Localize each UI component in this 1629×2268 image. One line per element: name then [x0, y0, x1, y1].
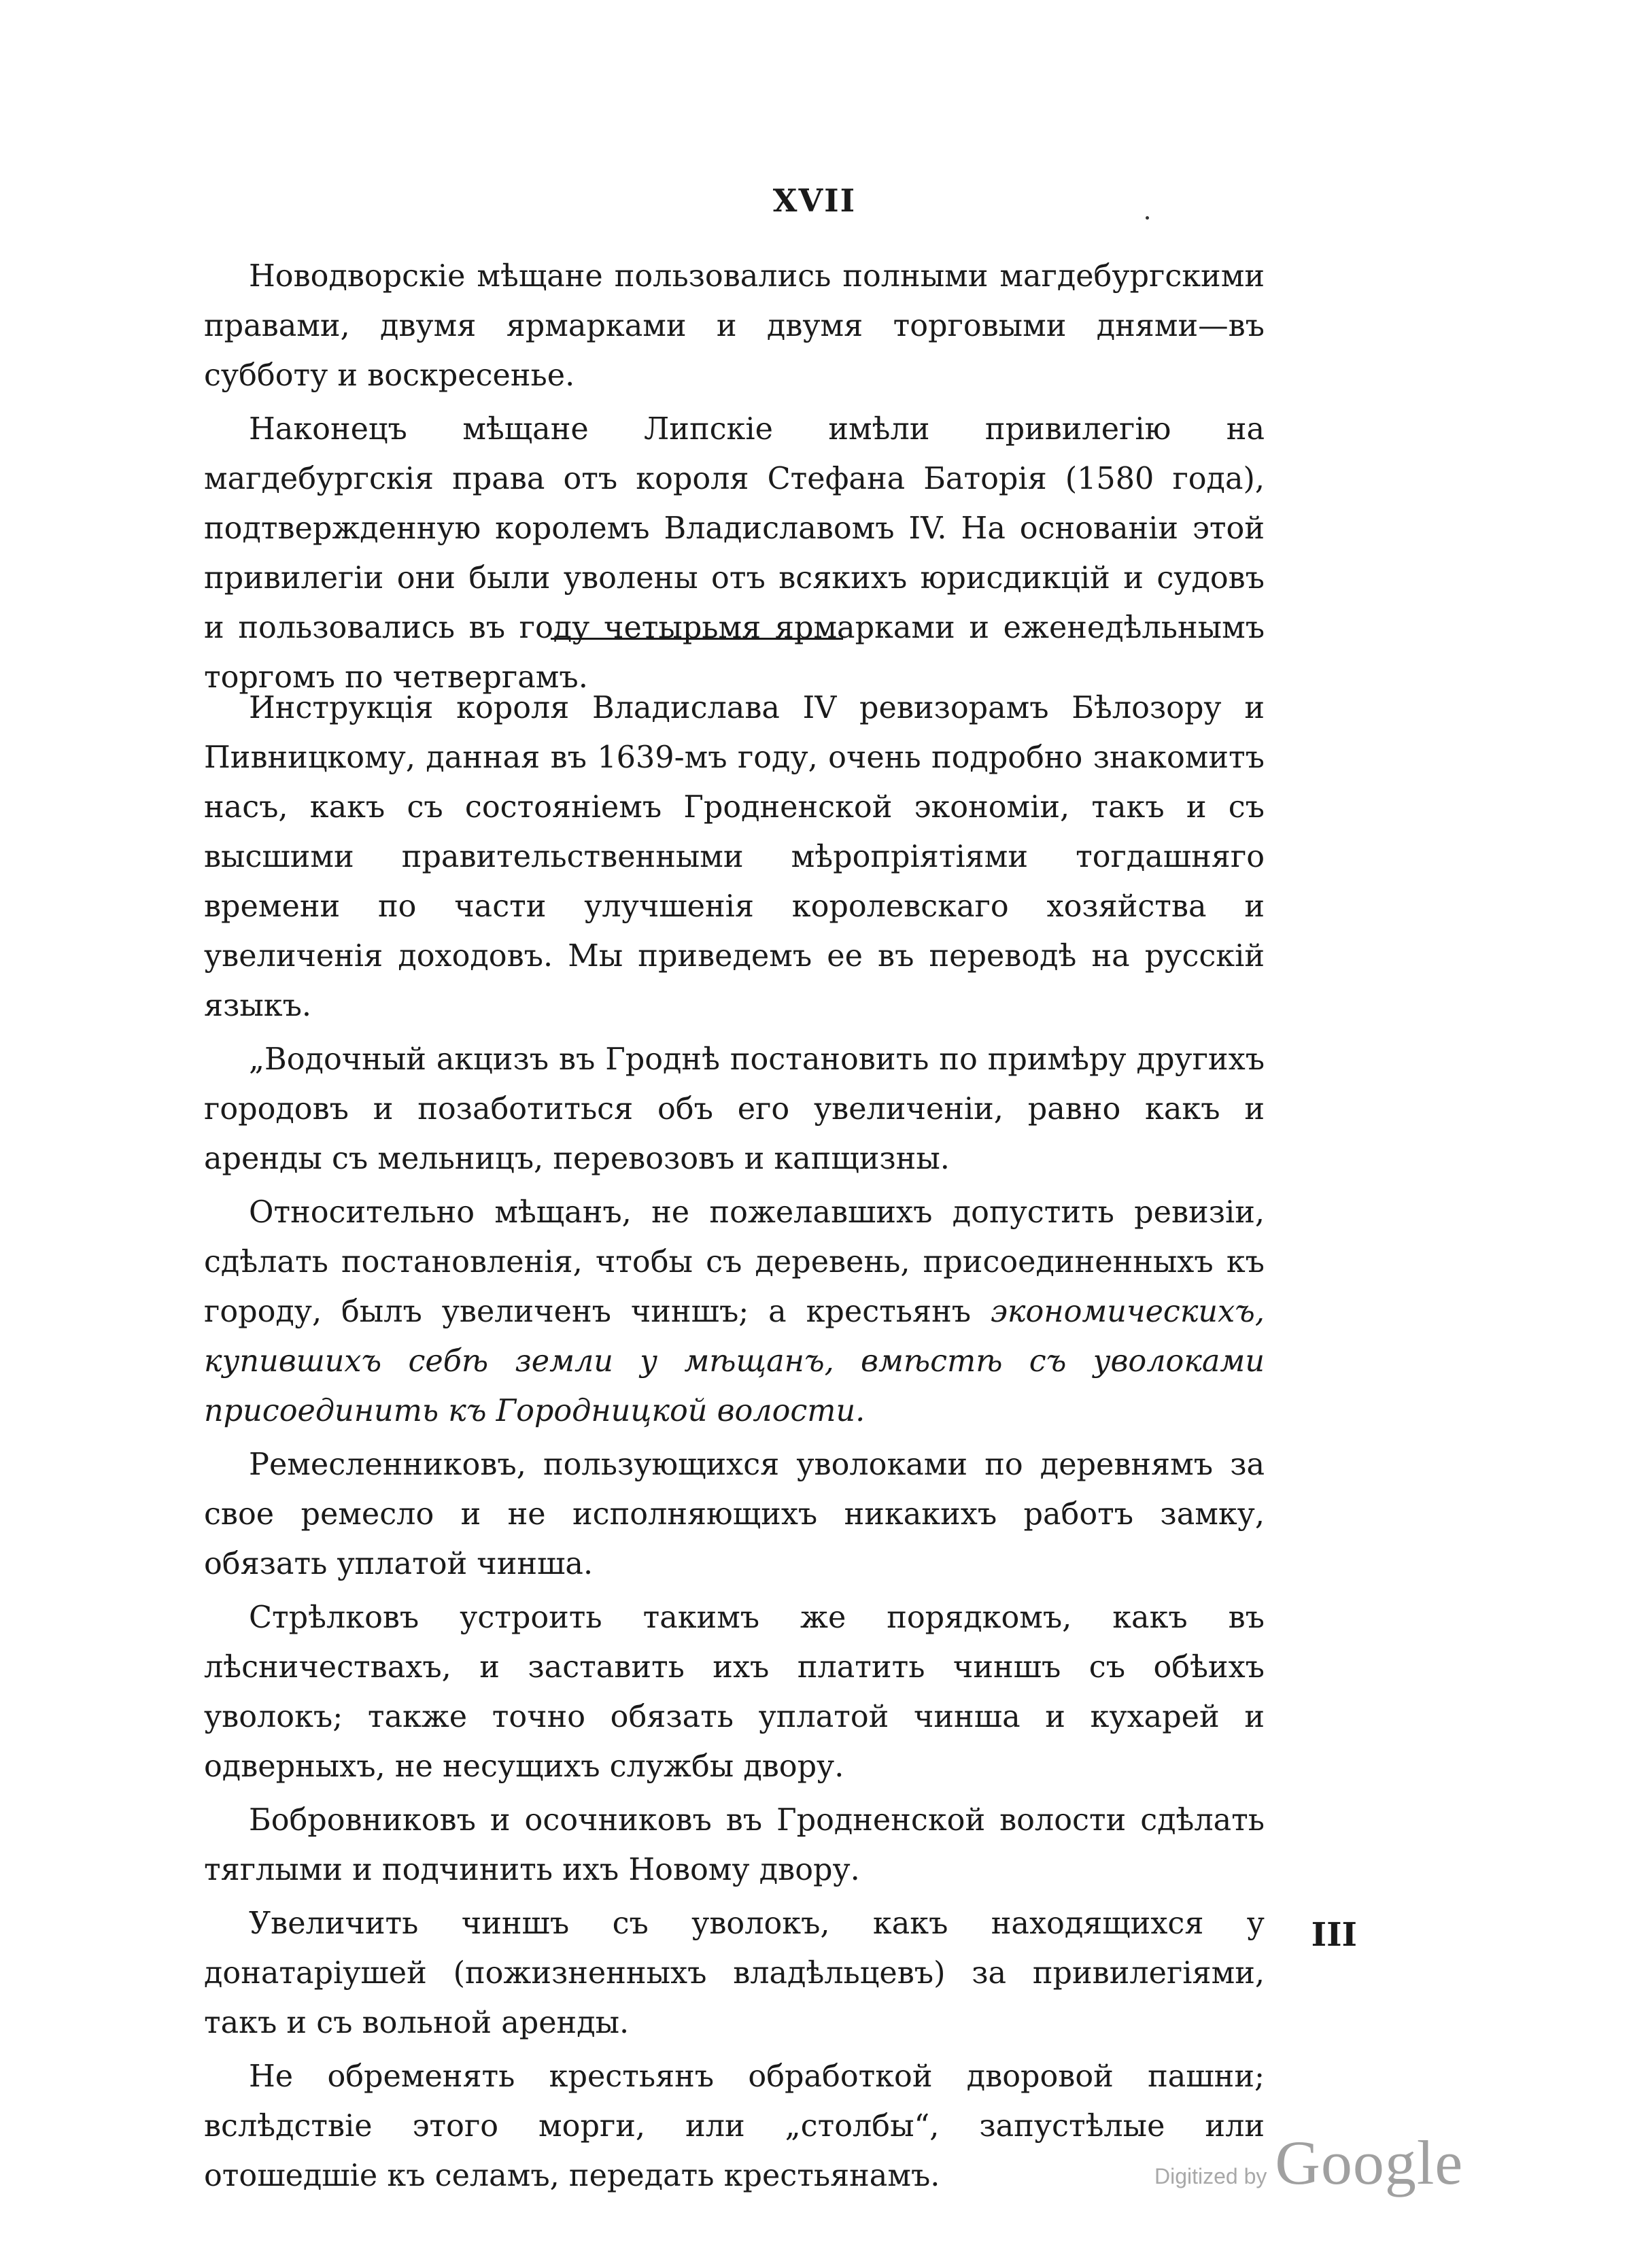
paragraph: Наконецъ мѣщане Липскіе имѣли привилегію на магдебургскія права отъ короля Стефана Баторія (1580 года), подтвержденную королемъ Владиславомъ IV. На основаніи этой привилегіи они были уволены отъ всякихъ юрисдикцій и судовъ и пользовались въ году четырьмя ярмарками и еженедѣльнымъ торгомъ по четвергамъ.	[204, 412, 1265, 695]
paragraph: Бобровниковъ и осочниковъ въ Гродненской волости сдѣлать тяглыми и подчинить ихъ Новому двору.	[204, 1803, 1265, 1887]
instruction-text-section	[204, 683, 1265, 2205]
italic-text: экономическихъ, купившихъ себѣ земли у мѣщанъ, вмѣстѣ съ уволоками присоединить къ Городницкой волости.	[204, 1294, 1265, 1428]
paragraph: Новодворскіе мѣщане пользовались полными магдебургскими правами, двумя ярмарками и двумя торговыми днями—въ субботу и воскресенье.	[204, 259, 1265, 393]
stray-ink-dot	[1146, 216, 1149, 220]
paragraph: Ремесленниковъ, пользующихся уволоками по деревнямъ за свое ремесло и не исполняющихъ никакихъ работъ замку, обязать уплатой чинша.	[204, 1447, 1265, 1581]
paragraph: Не обременять крестьянъ обработкой дворовой пашни; вслѣдствіе этого морги, или „столбы“, запустѣлые или отошедшіе къ селамъ, передать крестьянамъ.	[204, 2059, 1265, 2193]
section-divider	[551, 638, 843, 640]
digitized-watermark	[1154, 2127, 1463, 2199]
paragraph: „Водочный акцизъ въ Гроднѣ постановить по примѣру другихъ городовъ и позаботиться объ его увеличеніи, равно какъ и аренды съ мельницъ, перевозовъ и капщизны.	[204, 1042, 1265, 1176]
paragraph: Стрѣлковъ устроить такимъ же порядкомъ, какъ въ лѣсничествахъ, и заставить ихъ платить чиншъ съ обѣихъ уволокъ; также точно обязать уплатой чинша и кухарей и одверныхъ, не несущихъ службы двору.	[204, 1600, 1265, 1784]
google-logo: Google	[1275, 2128, 1464, 2197]
paragraph-text: Относительно мѣщанъ, не пожелавшихъ допустить ревизіи, сдѣлать постановленія, чтобы съ деревень, присоединенныхъ къ городу, былъ увеличенъ чиншъ; а крестьянъ	[204, 1195, 1265, 1329]
page-number: XVII	[772, 182, 857, 219]
signature-mark: III	[1311, 1916, 1357, 1954]
paragraph: Инструкція короля Владислава IV ревизорамъ Бѣлозору и Пивницкому, данная въ 1639-мъ году, очень подробно знакомитъ насъ, какъ съ состояніемъ Гродненской экономіи, такъ и съ высшими правительственными мѣропріятіями тогдашняго времени по части улучшенія королевскаго хозяйства и увеличенія доходовъ. Мы приведемъ ее въ переводѣ на русскій языкъ.	[204, 691, 1265, 1023]
digitized-by-text: Digitized by	[1154, 2164, 1267, 2188]
paragraph: Увеличить чиншъ съ уволокъ, какъ находящихся у донатаріушей (пожизненныхъ владѣльцевъ) за привилегіями, такъ и съ вольной аренды.	[204, 1906, 1265, 2040]
paragraph	[204, 1188, 1265, 1436]
